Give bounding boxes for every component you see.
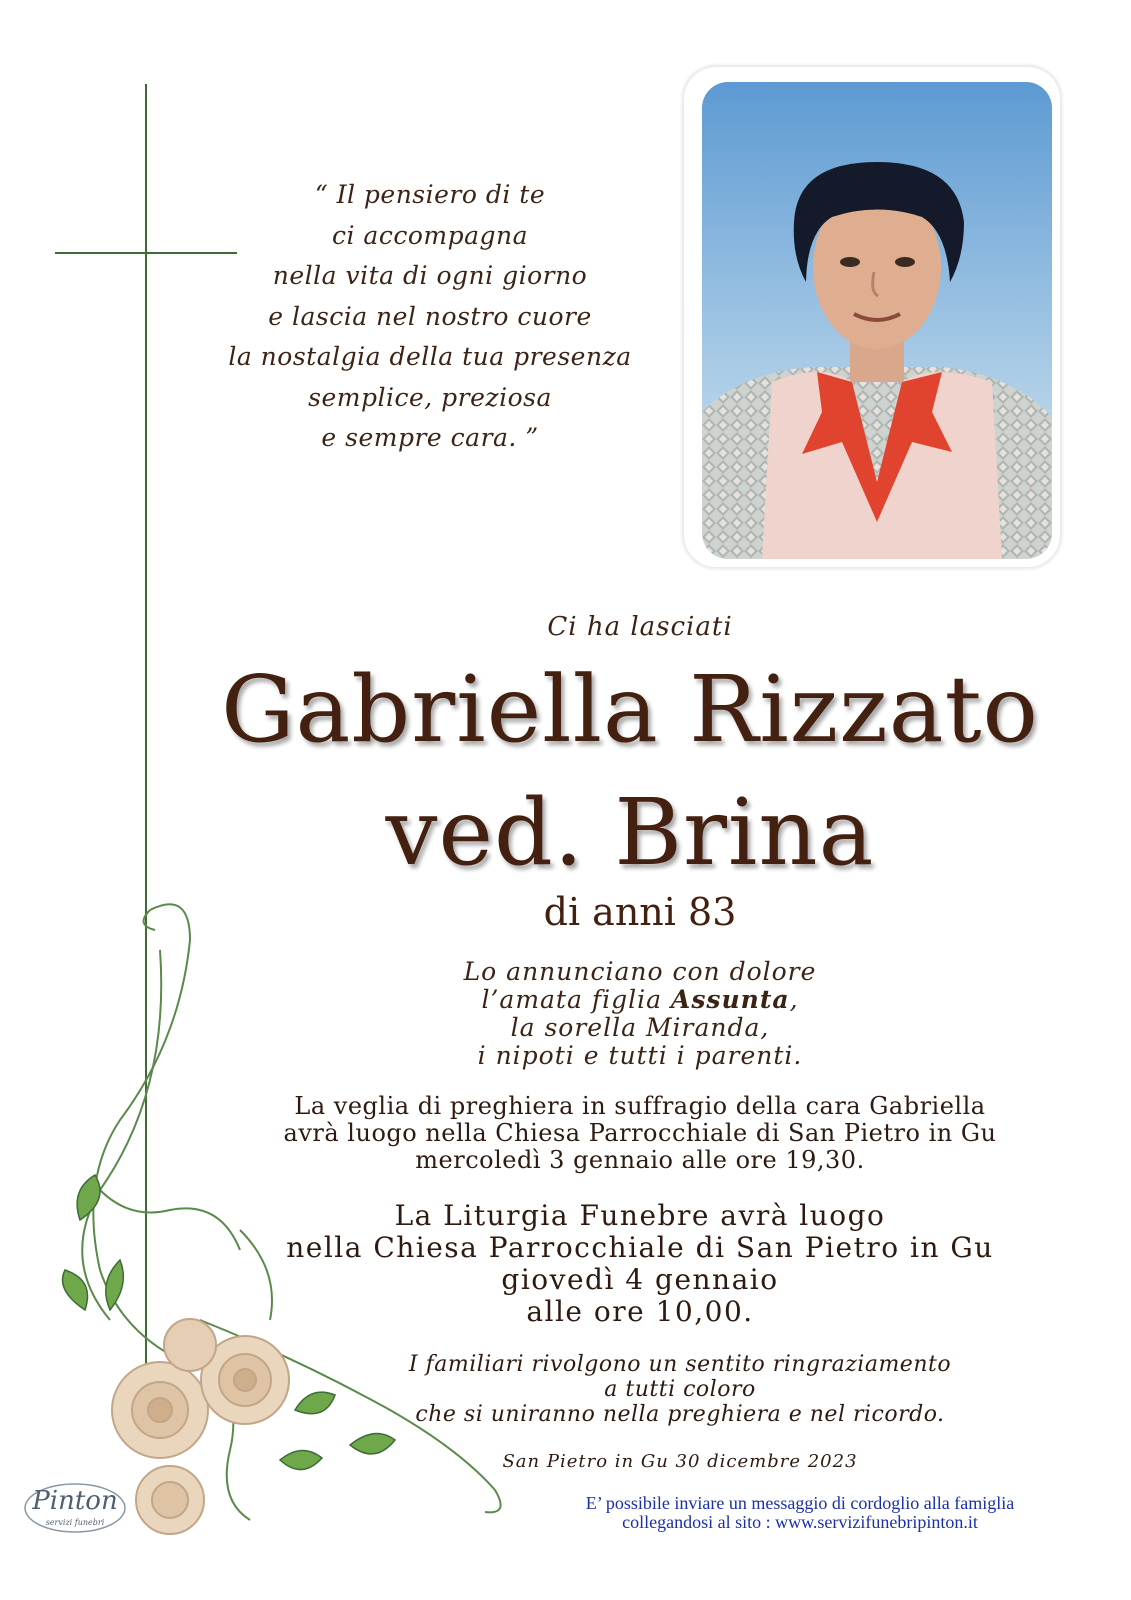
quote-line: la nostalgia della tua presenza [228,342,632,371]
announce-daughter-name: Assunta [670,985,790,1014]
funeral-line: giovedì 4 gennaio [501,1263,779,1296]
logo-name: Pinton [32,1486,118,1516]
portrait-illustration [702,82,1052,559]
rose-shape [152,1482,188,1518]
logo-subtitle: servizi funebri [45,1518,105,1527]
quote-line: semplice, preziosa [308,382,552,412]
rose-shape [234,1369,256,1391]
footer-line: E’ possibile inviare un messaggio di cordoglio alla famiglia [585,1493,1015,1513]
funeral-line: La Liturgia Funebre avrà luogo [394,1199,886,1232]
leaf-shape [280,1450,322,1469]
vigil-line: La veglia di preghiera in suffragio della cara Gabriella [294,1092,986,1120]
announce-daughter-suffix: , [789,985,799,1014]
condolence-footer [500,1494,1100,1532]
thanks-line: a tutti coloro [604,1377,756,1402]
leaf-shape [350,1434,395,1454]
thanks-line: I familiari rivolgono un sentito ringraziamento [408,1352,952,1377]
leaf-shape [106,1260,124,1310]
quote-line: e sempre cara. ” [321,423,539,452]
vigil-line: avrà luogo nella Chiesa Parrocchiale di San Pietro in Gu [283,1119,997,1147]
age-text: di anni 83 [543,890,737,934]
funeral-line: nella Chiesa Parrocchiale di San Pietro in Gu [286,1231,994,1264]
quote-line: e lascia nel nostro cuore [268,301,592,331]
vigil-line: mercoledì 3 gennaio alle ore 19,30. [415,1146,865,1174]
footer-website-link[interactable]: collegandosi al sito : www.servizifunebripinton.it [622,1512,978,1532]
quote-line: “ Il pensiero di te [314,180,546,209]
quote-line: ci accompagna [331,220,529,250]
thanks-line: che si uniranno nella preghiera e nel ricordo. [415,1402,945,1427]
funeral-home-logo [20,1480,130,1540]
announce-line: Lo annunciano con dolore [463,957,817,986]
floral-decoration [40,890,520,1540]
deceased-surname-widow: ved. Brina [385,779,875,886]
announce-line: la sorella Miranda, [510,1013,770,1042]
rose-shape [164,1319,216,1371]
leaf-shape [77,1175,100,1220]
funeral-line: alle ore 10,00. [526,1295,754,1328]
memorial-quote [200,175,660,459]
deceased-name: Gabriella Rizzato [221,656,1039,763]
portrait-photo [702,82,1052,559]
leaf-shape [63,1270,88,1310]
rose-shape [148,1398,172,1422]
intro-text: Ci ha lasciati [547,612,733,642]
announce-line: i nipoti e tutti i parenti. [477,1041,803,1070]
announce-daughter-prefix: l’amata figlia [481,985,671,1014]
leaf-shape [295,1392,335,1414]
quote-line: nella vita di ogni giorno [272,261,588,290]
place-date: San Pietro in Gu 30 dicembre 2023 [502,1451,858,1472]
